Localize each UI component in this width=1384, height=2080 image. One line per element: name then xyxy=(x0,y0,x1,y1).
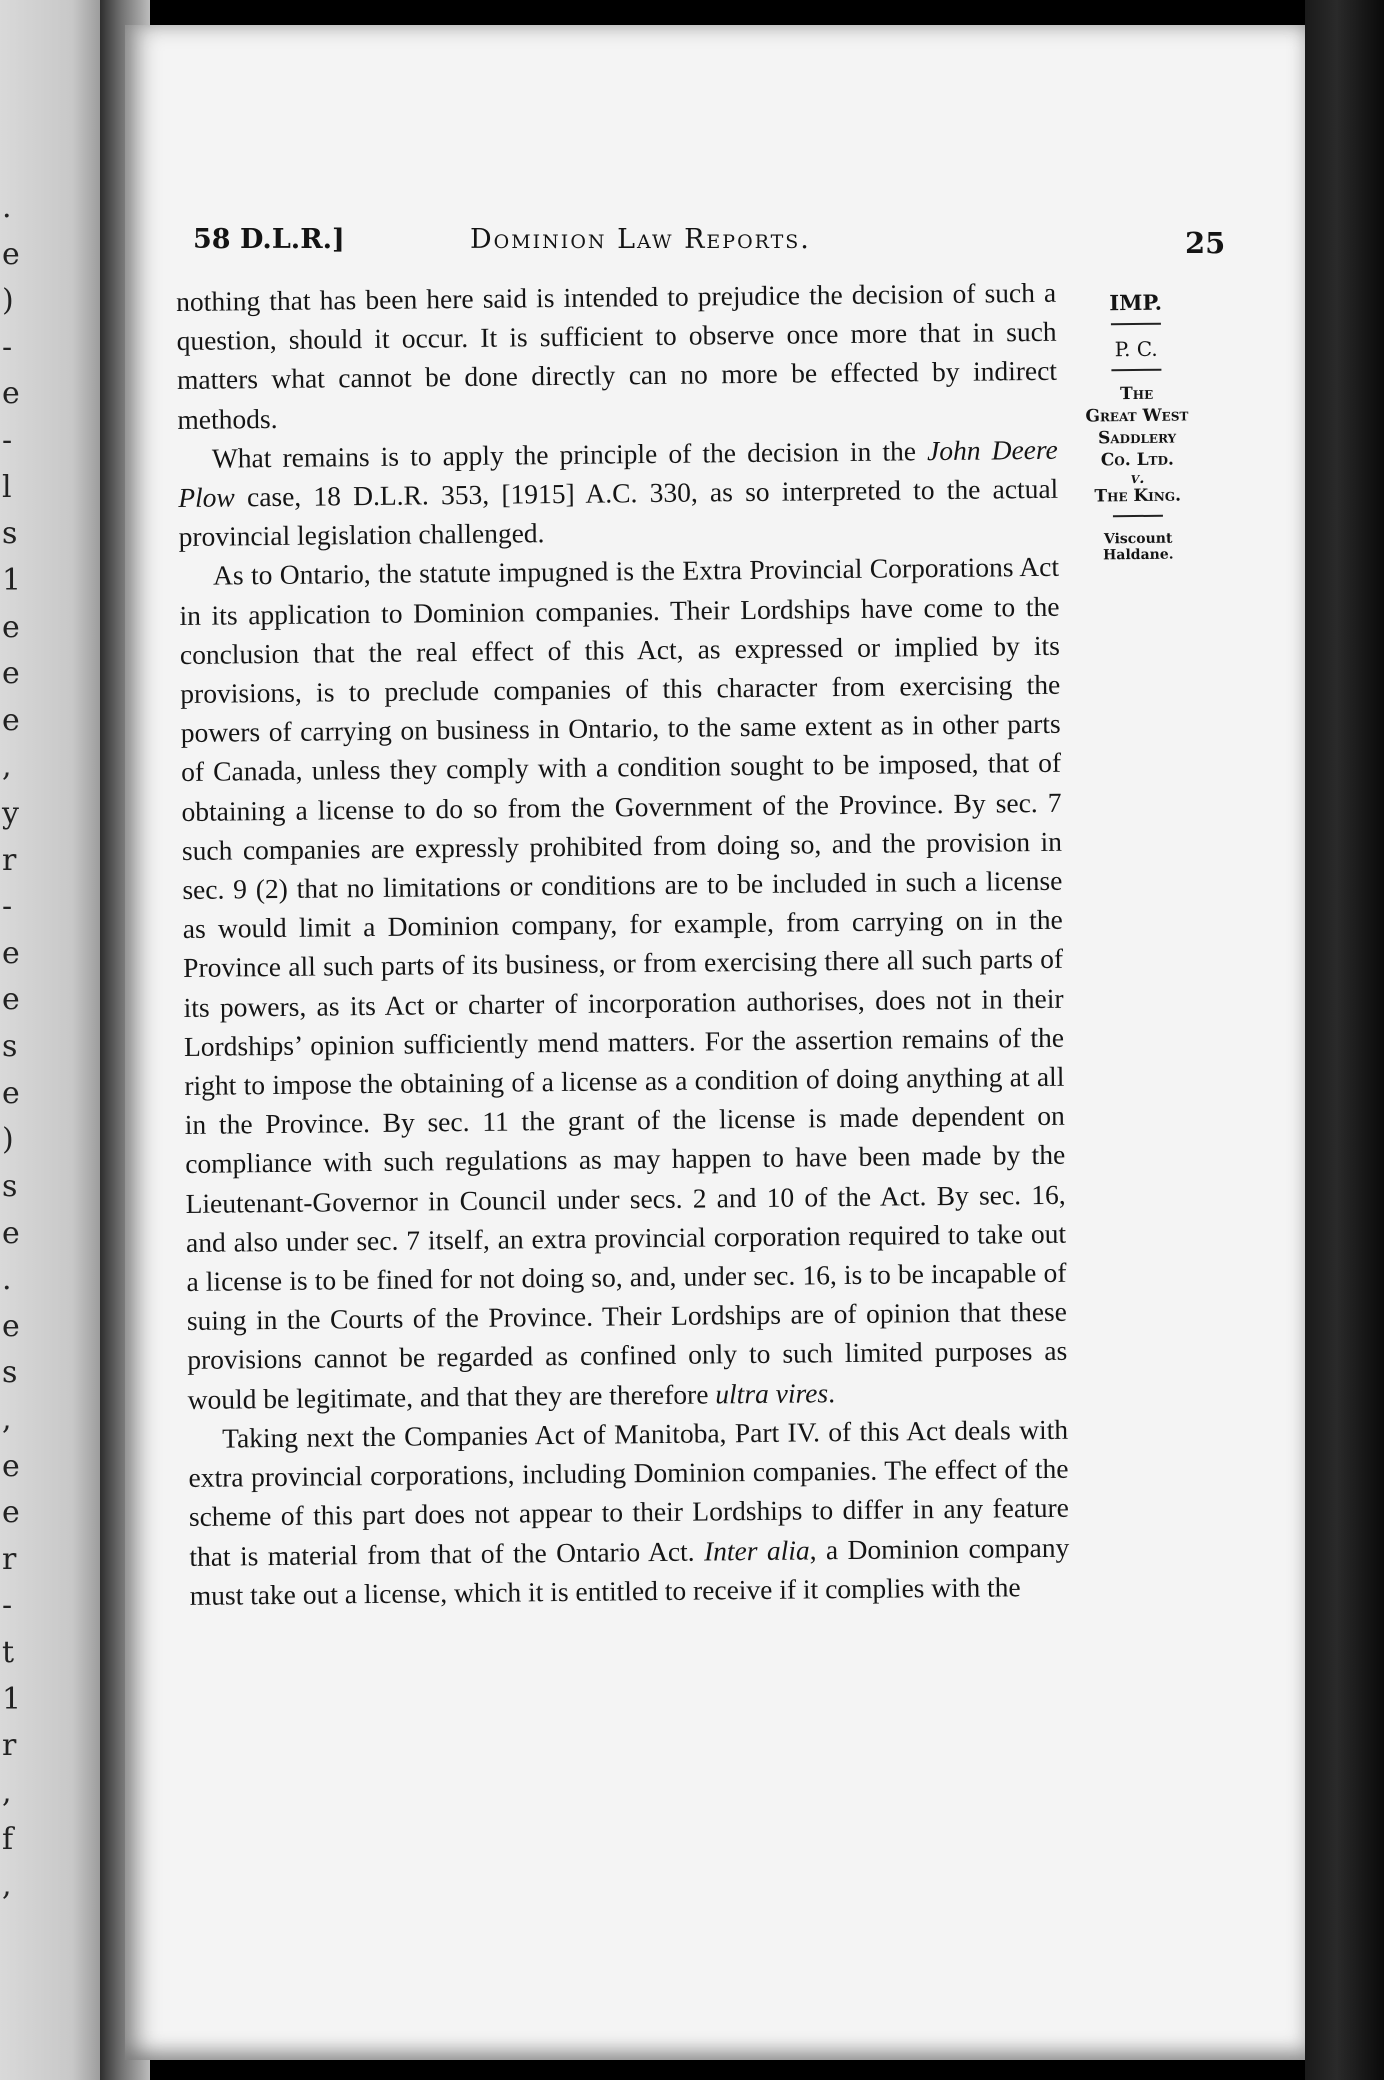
book-cover-edge xyxy=(1305,0,1384,2080)
judge-line: Viscount xyxy=(1103,530,1173,548)
judge-line: Haldane. xyxy=(1103,546,1174,564)
case-line: Saddlery xyxy=(1097,427,1177,449)
left-edge-char: s xyxy=(2,1168,18,1204)
paragraph-3-end: . xyxy=(827,1376,836,1408)
left-edge-char: , xyxy=(2,1774,12,1810)
left-edge-char: s xyxy=(2,516,18,552)
left-edge-char: r xyxy=(2,1541,17,1577)
case-line: The King. xyxy=(1094,485,1182,507)
left-edge-char: . xyxy=(2,190,12,225)
left-edge-char: - xyxy=(2,1588,13,1624)
sidenote-case-name xyxy=(1057,382,1218,508)
paragraph-3-text: As to Ontario, the statute impugned is the Extra Provincial Corporations Act in its application to Dominion companies. Their Lordships have come to the conclusion that the real effect of this Act, as expressed or implied by its provisions, is to preclude companies of this character from exercising the powers of carrying on business in Ontario, to the same extent as in other parts of Canada, unless they comply with a condition sought to be imposed, that of obtaining a license to do so from the Government of the Province. By sec. 7 such companies are expressly prohibited from doing so, and the provision in sec. 9 (2) that no limitations or conditions are to be included in such a license as would limit a Dominion company, for example, from carrying on in the Province all such parts of its business, or from exercising there all such parts of its powers, as its Act or charter of incorporation authorises, does not in their Lordships’ opinion sufficiently mend matters. For the assertion remains of the right to impose the obtaining of a license as a condition of doing anything at all in the Province. By sec. 11 the grant of the license is made dependent on compliance with such regulations as may happen to have been made by the Lieutenant-Governor in Council under secs. 2 and 10 of the Act. By sec. 16, and also under sec. 7 itself, an extra provincial corporation required to take out a license is to be fined for not doing so, and, under sec. 16, is to be incapable of suing in the Courts of the Province. Their Lordships are of opinion that these provisions cannot be regarded as confined only to such limited purposes as would be legitimate, and that they are therefore xyxy=(179,551,1068,1415)
left-edge-char: r xyxy=(2,1728,17,1764)
case-line: Great West xyxy=(1085,405,1189,427)
left-edge-char: e xyxy=(2,609,20,645)
versus: v. xyxy=(1130,468,1145,488)
left-edge-char: e xyxy=(2,982,20,1018)
sidenote-judge xyxy=(1058,530,1218,564)
sidenote-rule xyxy=(1113,515,1163,518)
left-edge-char: e xyxy=(2,935,20,971)
left-page-cutoff-text xyxy=(2,40,32,1904)
paragraph-2 xyxy=(178,430,1059,557)
left-edge-char: - xyxy=(2,889,13,925)
left-edge-char: , xyxy=(2,749,12,785)
left-edge-char: t xyxy=(2,1635,15,1671)
paragraph-2-text-b: case, 18 D.L.R. 353, [1915] A.C. 330, as so interpreted to the actual provincial legislation challenged. xyxy=(178,472,1059,553)
inter-alia-term: Inter alia xyxy=(703,1533,810,1567)
paragraph-3 xyxy=(179,547,1068,1419)
left-edge-char: - xyxy=(2,423,13,459)
sidenote-division: P. C. xyxy=(1114,336,1158,362)
marginal-sidenote xyxy=(1056,289,1219,564)
case-line: Co. Ltd. xyxy=(1100,449,1174,471)
sidenote-rule xyxy=(1111,323,1161,326)
body-text xyxy=(176,273,1070,1615)
left-edge-char: l xyxy=(2,469,12,505)
sidenote-rule xyxy=(1111,369,1161,372)
left-edge-char: e xyxy=(2,702,20,738)
left-edge-char: e xyxy=(2,1495,20,1531)
case-name-john-deere: John Deere Plow xyxy=(178,433,1058,514)
case-line: The xyxy=(1119,383,1154,405)
paragraph-2-text-a: What remains is to apply the principle of the decision in the xyxy=(211,434,928,474)
left-edge-char: e xyxy=(2,376,20,412)
left-edge-char: s xyxy=(2,1029,18,1065)
left-edge-char: e xyxy=(2,1215,20,1251)
left-edge-char: r xyxy=(2,842,17,878)
paragraph-4-text-b: , a Dominion company must take out a license, which it is entitled to receive if it complies with the xyxy=(189,1531,1070,1611)
running-head-volume: 58 D.L.R.] xyxy=(193,224,345,255)
left-edge-char: e xyxy=(2,1448,20,1484)
left-edge-char: s xyxy=(2,1355,18,1391)
left-edge-char: y xyxy=(2,796,19,831)
left-edge-char: - xyxy=(2,329,13,365)
left-edge-char: ) xyxy=(2,1122,14,1158)
paragraph-4-text-a: Taking next the Companies Act of Manitoba, Part IV. of this Act deals with extra provincial corporations, including Dominion companies. The effect of the scheme of this part does not appear to their Lordships to differ in any feature that is material from that of the Ontario Act. xyxy=(188,1413,1070,1572)
sidenote-court: IMP. xyxy=(1109,289,1163,316)
ultra-vires-term: ultra vires xyxy=(715,1376,829,1410)
left-edge-char: e xyxy=(2,1075,20,1111)
left-edge-char: e xyxy=(2,236,20,272)
left-edge-char: 1 xyxy=(2,562,22,598)
left-edge-char: . xyxy=(2,1262,12,1298)
paragraph-1: nothing that has been here said is intended to prejudice the decision of such a question, should it occur. It is sufficient to observe once more that in such matters what cannot be done directly can no more be effected by indirect methods. xyxy=(176,276,1058,435)
paragraph-4 xyxy=(188,1410,1070,1615)
left-edge-char: e xyxy=(2,1308,20,1344)
left-edge-char: f xyxy=(2,1821,14,1857)
running-head-title: Dominion Law Reports. xyxy=(470,224,811,255)
left-edge-char: ) xyxy=(2,283,14,319)
left-edge-char: e xyxy=(2,656,20,692)
left-edge-char: 1 xyxy=(2,1681,22,1717)
left-edge-char: , xyxy=(2,1868,12,1904)
page-number: 25 xyxy=(1185,226,1226,260)
left-edge-char: , xyxy=(2,1402,12,1438)
